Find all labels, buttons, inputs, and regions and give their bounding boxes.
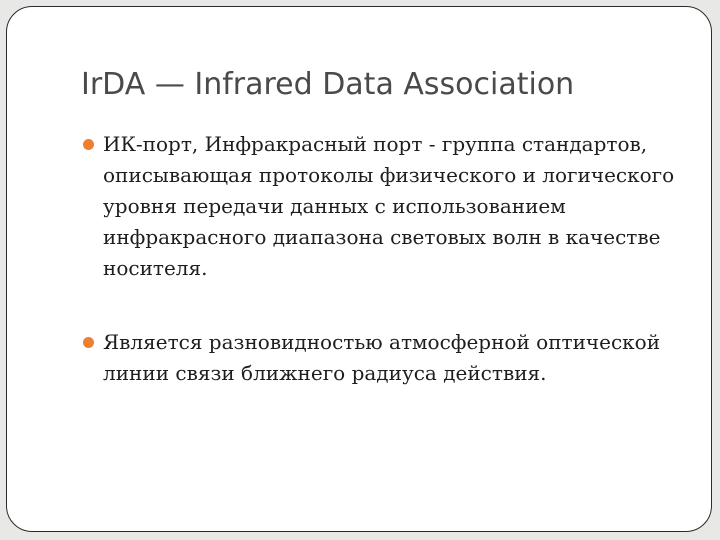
slide-title: IrDA — Infrared Data Association: [81, 67, 575, 102]
bullet-text: ИК-порт, Инфракрасный порт - группа стандартов, описывающая протоколы физического и логического уровня передачи данных с использованием инфракрасного диапазона световых волн в качестве носителя.: [103, 132, 675, 280]
bullet-dot-icon: [83, 139, 94, 150]
bullet-text: Является разновидностью атмосферной оптической линии связи ближнего радиуса действия.: [103, 330, 661, 385]
slide-frame: [6, 6, 712, 532]
bullet-list: [81, 129, 691, 389]
bullet-item-2: [81, 327, 691, 389]
bullet-item-1: [81, 129, 691, 284]
bullet-dot-icon: [83, 337, 94, 348]
